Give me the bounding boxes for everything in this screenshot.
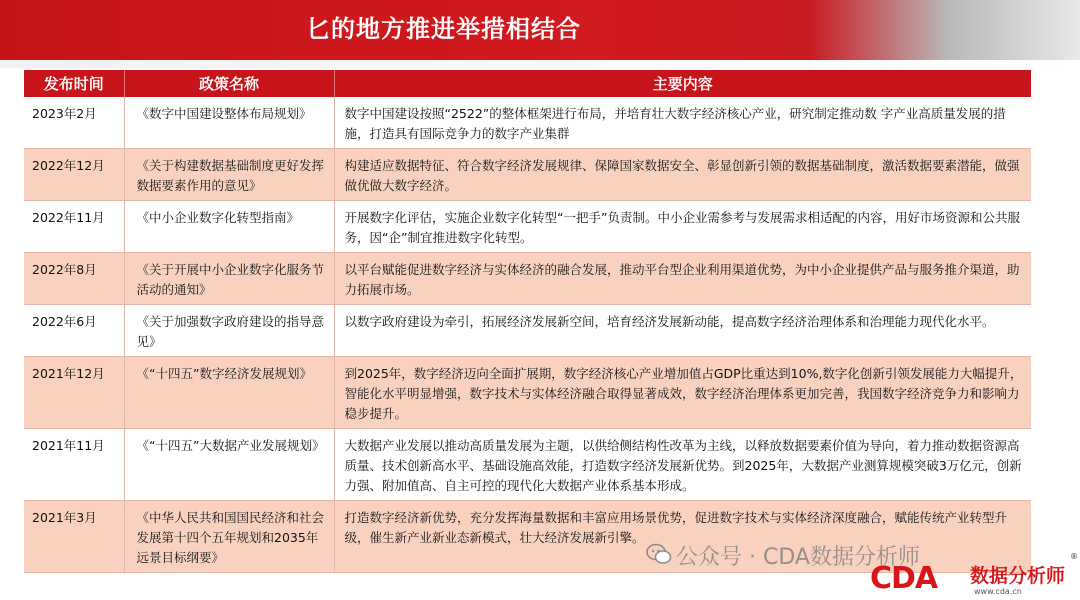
header-banner	[0, 0, 1080, 60]
table-row	[24, 201, 1031, 253]
table-row	[24, 97, 1031, 149]
row-content: 以数字政府建设为牵引，拓展经济发展新空间，培育经济发展新动能，提高数字经济治理体系和治理能力现代化水平。	[334, 305, 1031, 357]
column-header-name: 政策名称	[124, 70, 334, 97]
row-content: 大数据产业发展以推动高质量发展为主题，以供给侧结构性改革为主线，以释放数据要素价值为导向，着力推动数据资源高质量、技术创新高水平、基础设施高效能，打造数字经济发展新优势。到2025年，大数据产业测算规模突破3万亿元，创新力强、附加值高、自主可控的现代化大数据产业体系基本形成。	[334, 429, 1031, 501]
table-row	[24, 429, 1031, 501]
row-policy-name: 《“十四五”数字经济发展规划》	[124, 357, 334, 429]
row-policy-name: 《“十四五”大数据产业发展规划》	[124, 429, 334, 501]
table-row	[24, 357, 1031, 429]
cda-logo	[870, 563, 1076, 597]
row-content: 开展数字化评估，实施企业数字化转型“一把手”负责制。中小企业需参考与发展需求相适配的内容，用好市场资源和公共服务，因“企”制宜推进数字化转型。	[334, 201, 1031, 253]
row-policy-name: 《关于构建数据基础制度更好发挥数据要素作用的意见》	[124, 149, 334, 201]
row-content: 以平台赋能促进数字经济与实体经济的融合发展，推动平台型企业利用渠道优势，为中小企业提供产品与服务推介渠道，助力拓展市场。	[334, 253, 1031, 305]
table-row	[24, 305, 1031, 357]
row-content: 构建适应数据特征、符合数字经济发展规律、保障国家数据安全、彰显创新引领的数据基础制度，激活数据要素潜能，做强做优做大数字经济。	[334, 149, 1031, 201]
watermark-text: 公众号 · CDA数据分析师	[676, 545, 920, 570]
header-divider	[0, 60, 1080, 68]
row-date: 2022年12月	[24, 149, 124, 201]
row-date: 2021年12月	[24, 357, 124, 429]
row-date: 2022年11月	[24, 201, 124, 253]
row-date: 2021年3月	[24, 501, 124, 573]
column-header-date: 发布时间	[24, 70, 124, 97]
column-header-content: 主要内容	[334, 70, 1031, 97]
logo-name: 数据分析师	[970, 565, 1066, 587]
table-header-row	[24, 70, 1031, 97]
table-row	[24, 253, 1031, 305]
row-policy-name: 《关于开展中小企业数字化服务节活动的通知》	[124, 253, 334, 305]
row-date: 2023年2月	[24, 97, 124, 149]
logo-mark: CDA	[870, 561, 938, 596]
registered-mark: ®	[1070, 552, 1078, 561]
policy-table	[24, 70, 1031, 573]
row-content: 数字中国建设按照“2522”的整体框架进行布局，并培育壮大数字经济核心产业，研究制定推动数 字产业高质量发展的措施，打造具有国际竞争力的数字产业集群	[334, 97, 1031, 149]
row-date: 2021年11月	[24, 429, 124, 501]
row-policy-name: 《中小企业数字化转型指南》	[124, 201, 334, 253]
row-date: 2022年8月	[24, 253, 124, 305]
wechat-icon	[646, 543, 672, 565]
row-policy-name: 《数字中国建设整体布局规划》	[124, 97, 334, 149]
row-date: 2022年6月	[24, 305, 124, 357]
row-policy-name: 《关于加强数字政府建设的指导意见》	[124, 305, 334, 357]
page-title: 匕的地方推进举措相结合	[306, 15, 581, 43]
row-content: 打造数字经济新优势，充分发挥海量数据和丰富应用场景优势，促进数字技术与实体经济深度融合，赋能传统产业转型升级，催生新产业新业态新模式，壮大经济发展新引擎。	[334, 501, 1031, 573]
row-content: 到2025年，数字经济迈向全面扩展期，数字经济核心产业增加值占GDP比重达到10%,数字化创新引领发展能力大幅提升，智能化水平明显增强，数字技术与实体经济融合取得显著成效，数字经济治理体系更加完善，我国数字经济竞争力和影响力稳步提升。	[334, 357, 1031, 429]
table-row	[24, 149, 1031, 201]
logo-url: www.cda.cn	[974, 587, 1022, 596]
row-policy-name: 《中华人民共和国国民经济和社会发展第十四个五年规划和2035年远景目标纲要》	[124, 501, 334, 573]
